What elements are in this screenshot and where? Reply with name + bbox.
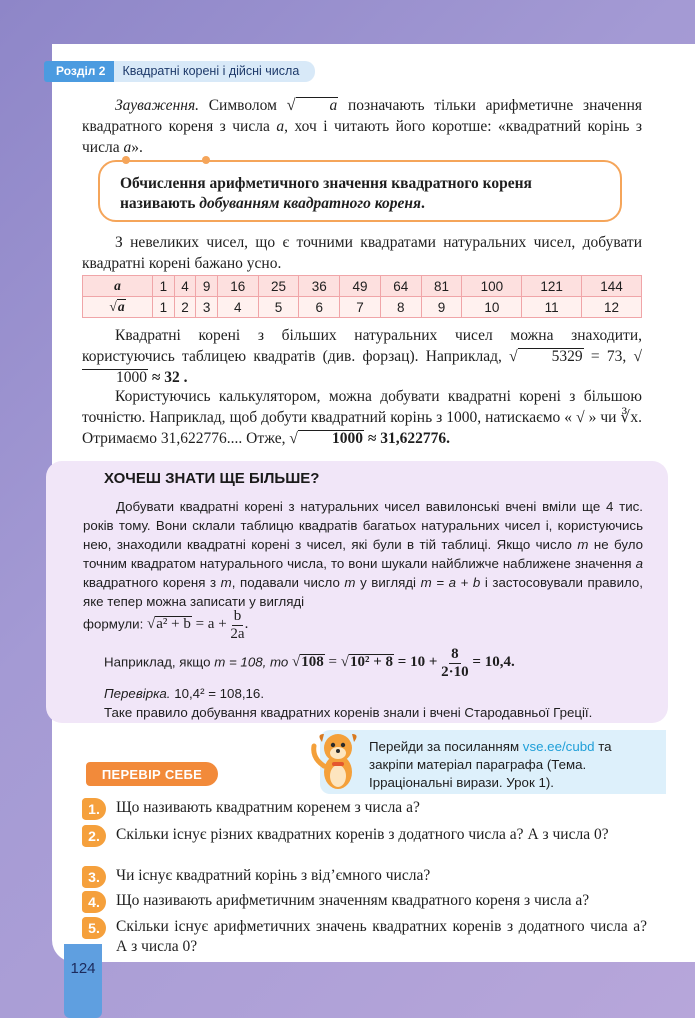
- question-2: 2. Скільки існує різних квадратних коренів з додатного числа a? А з числа 0?: [82, 825, 647, 845]
- formula-line: формули: √a² + b = a + $\frac{b}{2a}$ .: [83, 608, 249, 642]
- table-head-a: a: [83, 276, 153, 297]
- chapter-title: Квадратні корені і дійсні числа: [114, 61, 315, 82]
- know-more-title: ХОЧЕШ ЗНАТИ ЩЕ БІЛЬШЕ?: [104, 470, 320, 487]
- remark-paragraph: Зауваження. Символом √ a позначають тільки арифметичне значення квадратного кореня з числа a, хоч і читають його коротше: «квадратний корінь з числа a».: [82, 96, 643, 156]
- calculator-paragraph: Користуючись калькулятором, можна добувати квадратні корені з більшою точністю. Наприклад, щоб добути квадратний корінь з 1000, натискаємо « √ » чи ∛x. Отримаємо 31,622776.... Отже, √ 1000 ≈ 31,622776.: [82, 388, 642, 447]
- table-intro: З невеликих чисел, що є точними квадратами натуральних чисел, добувати квадратні корені бажано усно.: [82, 234, 642, 272]
- example-line: Наприклад, якщо m = 108, то √108 = √10² + 8 = 10 + $\frac{8}{2\cdot 10}$ = 10,4.: [104, 646, 515, 680]
- check-line: Перевірка. 10,4² = 108,16.: [104, 686, 265, 701]
- self-check-badge: ПЕРЕВІР СЕБЕ: [86, 762, 218, 786]
- question-3: 3. Чи існує квадратний корінь з від’ємного числа?: [82, 866, 647, 886]
- definition-box: Обчислення арифметичного значення квадратного кореня називають добуванням квадратного кореня.: [98, 160, 622, 222]
- remark-label: Зауваження.: [115, 97, 200, 114]
- link-text: Перейди за посиланням vse.ee/cubd та закріпи матеріал параграфа (Тема. Ірраціональні вирази. Урок 1).: [369, 739, 612, 790]
- cbrt-key: ∛x: [620, 409, 639, 426]
- know-more-text: Добувати квадратні корені з натуральних чисел вавилонські вчені вміли ще 4 тис. років тому. Вони склали таблицю квадратів багатьох натуральних чисел і, користуючись нею, знаходили квадратні корені з чисел, які були в тій таблиці. Якщо число m не було точним квадратом натурального числа, то вони шукали найближче наближене значення a квадратного кореня з m, подавали число m у вигляді m = a + b і застосовували правило, яке тепер можна записати у вигляді: [83, 499, 644, 609]
- large-roots-paragraph: Квадратні корені з більших натуральних чисел можна знаходити, користуючись таблицею квадратів (див. форзац). Наприклад, √ 5329 = 73, √1000 ≈ 32 .: [82, 327, 643, 386]
- mascot-icon: [306, 728, 366, 792]
- squares-table: [82, 275, 642, 318]
- page-number: 124: [70, 960, 96, 977]
- question-4: 4. Що називають арифметичним значенням квадратного кореня з числа a?: [82, 891, 647, 911]
- table-row: a 1 4 9 16 25 36 49 64 81 100 121 144: [83, 276, 642, 297]
- table-head-sqrt-a: √a: [83, 297, 153, 318]
- question-1: 1. Що називають квадратним коренем з числа a?: [82, 798, 647, 818]
- sqrt-key-icon: √: [572, 409, 589, 426]
- table-row: √a 1 2 3 4 5 6 7 8 9 10 11 12: [83, 297, 642, 318]
- greece-line: Таке правило добування квадратних коренів знали і вчені Стародавньої Греції.: [104, 705, 593, 720]
- definition-term: добуванням квадратного кореня: [199, 195, 422, 212]
- vse-link[interactable]: vse.ee/cubd: [522, 739, 595, 754]
- chapter-header: [44, 61, 315, 82]
- question-5: 5. Скільки існує арифметичних значень квадратних коренів з додатного числа a? А з числа 0?: [82, 917, 647, 957]
- chapter-tag: Розділ 2: [44, 61, 114, 82]
